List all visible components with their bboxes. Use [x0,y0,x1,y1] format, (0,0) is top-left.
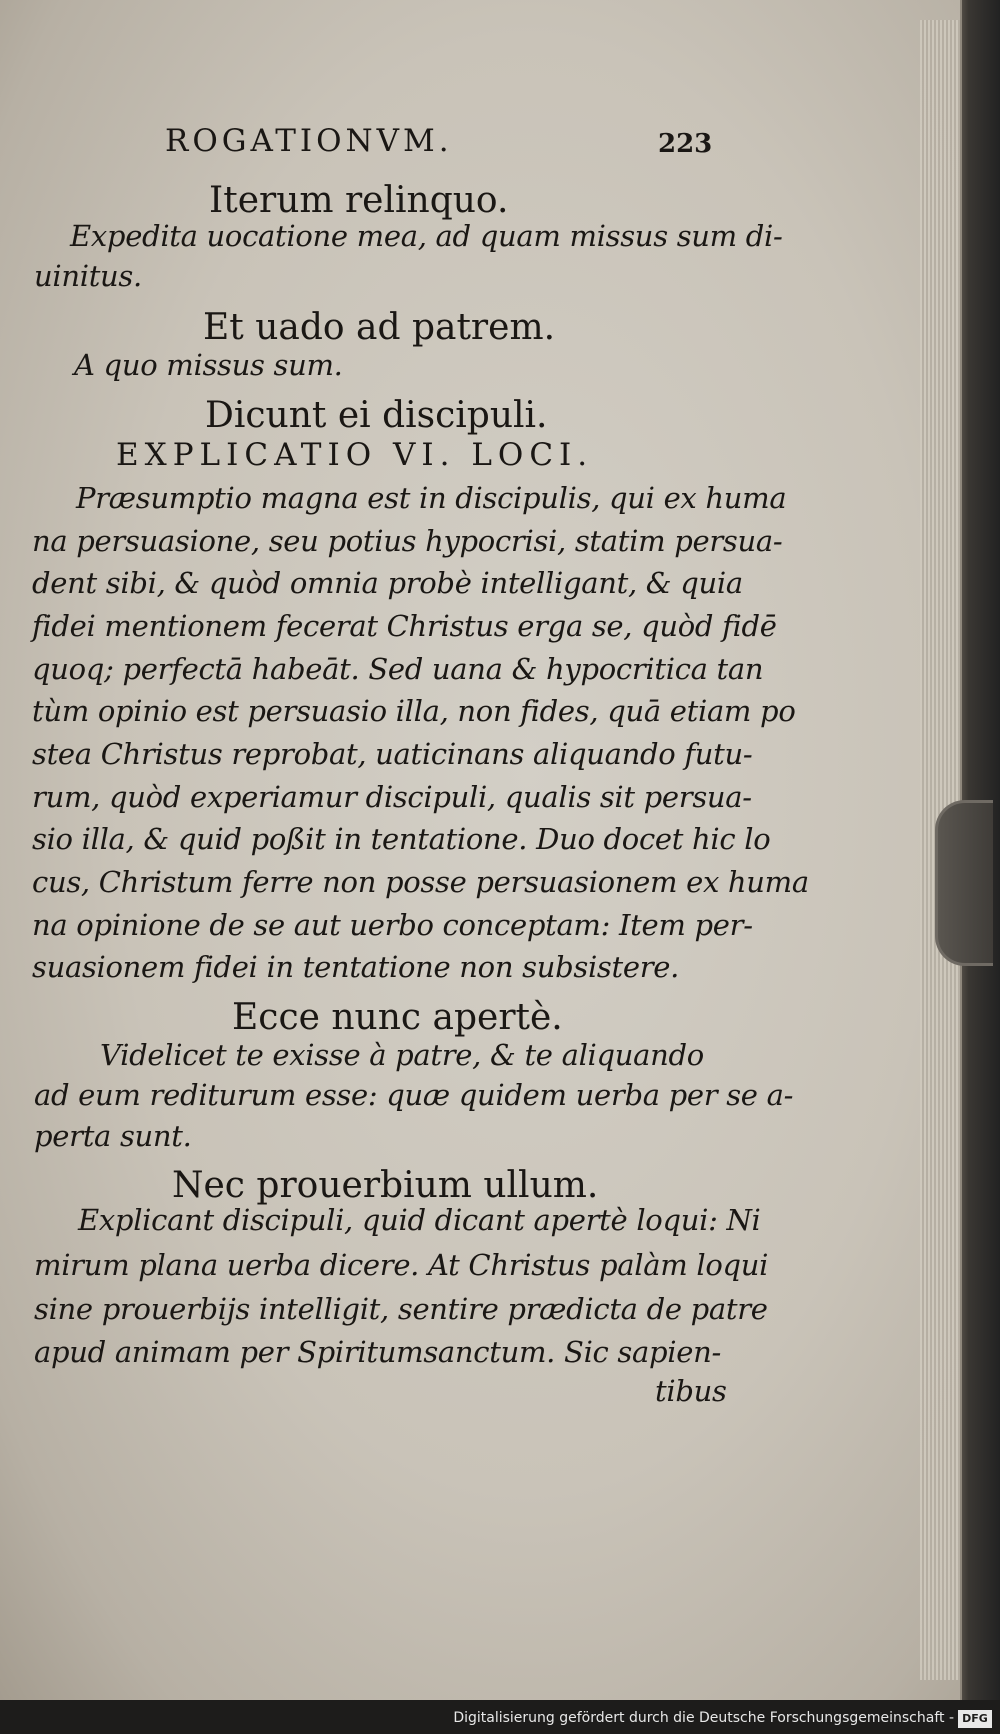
catchword: tibus [655,1374,727,1408]
commentary-line: sio illa, & quid poßit in tentatione. Duo docet hic lo [32,822,771,856]
commentary-line: Expedita uocatione mea, ad quam missus sum di- [70,219,783,253]
commentary-line: Præsumptio magna est in discipulis, qui ex huma [76,481,787,515]
commentary-line: na opinione de se aut uerbo conceptam: Item per- [32,908,753,942]
commentary-line: quoq; perfectā habeāt. Sed uana & hypocritica tan [32,652,764,686]
commentary-line: fidei mentionem fecerat Christus erga se, quòd fidē [32,609,777,643]
commentary-line: A quo missus sum. [74,348,343,382]
lemma-line: Nec prouerbium ullum. [172,1165,599,1206]
folio-number: 223 [658,129,713,159]
commentary-line: Explicant discipuli, quid dicant apertè loqui: Ni [78,1203,761,1237]
commentary-line: uinitus. [34,259,142,293]
dfg-logo: DFG [958,1710,992,1728]
digitization-credit: Digitalisierung gefördert durch die Deutsche Forschungsgemeinschaft - [453,1710,954,1726]
lemma-line: Ecce nunc apertè. [232,997,563,1038]
commentary-line: rum, quòd experiamur discipuli, qualis sit persua- [32,780,752,814]
lemma-line: Et uado ad patrem. [203,307,556,348]
commentary-line: perta sunt. [34,1119,192,1153]
commentary-line: na persuasione, seu potius hypocrisi, statim persua- [32,524,783,558]
commentary-line: ad eum rediturum esse: quæ quidem uerba per se a- [34,1078,794,1112]
commentary-line: cus, Christum ferre non posse persuasionem ex huma [32,865,809,899]
commentary-line: sine prouerbijs intelligit, sentire prædicta de patre [34,1292,768,1326]
section-heading: EXPLICATIO VI. LOCI. [116,437,594,473]
commentary-line: dent sibi, & quòd omnia probè intelligant, & quia [32,566,743,600]
lemma-line: Dicunt ei discipuli. [205,395,548,436]
commentary-line: tùm opinio est persuasio illa, non fides, quā etiam po [32,694,796,728]
digitization-footer [0,1700,1000,1734]
commentary-line: Videlicet te exisse à patre, & te aliquando [100,1038,704,1072]
commentary-line: apud animam per Spiritumsanctum. Sic sapien- [34,1335,721,1369]
lemma-line: Iterum relinquo. [209,180,509,221]
commentary-line: stea Christus reprobat, uaticinans aliquando futu- [32,737,753,771]
commentary-line: mirum plana uerba dicere. At Christus palàm loqui [34,1248,769,1282]
running-head: ROGATIONVM. [165,123,453,159]
commentary-line: suasionem fidei in tentatione non subsistere. [32,950,680,984]
